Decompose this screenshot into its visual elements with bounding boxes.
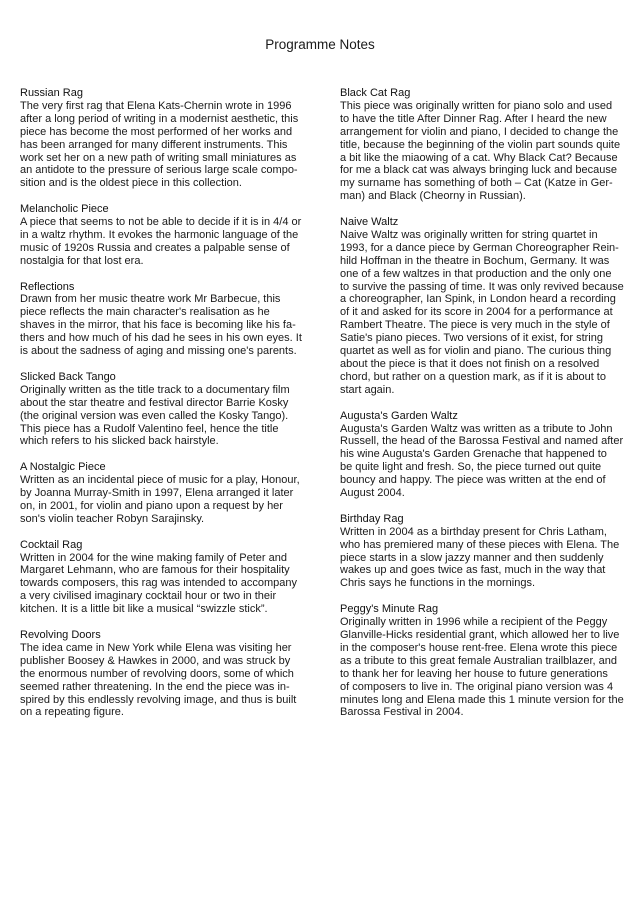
note-section [20, 203, 330, 268]
note-section [20, 87, 330, 190]
section-text: The very first rag that Elena Kats-Chernin wrote in 1996 after a long period of writing in a modernist aesthetic, this piece has become the most performed of her works and has been arranged for many different instruments. This work set her on a new path of writing small miniatures as an antidote to the pressure of serious large scale compo- sition and is the oldest piece in this collection. [20, 99, 299, 190]
section-text: Originally written in 1996 while a recipient of the Peggy Glanville-Hicks residential grant, which allowed her to live in the composer's house rent-free. Elena wrote this piece as a tribute to this great female Australian trailblazer, and to thank her for leaving her house to future generations of composers to live in. The original piano version was 4 minutes long and Elena made this 1 minute version for the Barossa Festival in 2004. [340, 616, 624, 719]
section-text: Written as an incidental piece of music for a play, Honour, by Joanna Murray-Smith in 1997, Elena arranged it later on, in 2001, for violin and piano upon a request by her son's violin teacher Robyn Sarajinsky. [20, 474, 300, 525]
section-heading: Slicked Back Tango [20, 370, 116, 383]
section-text: Written in 2004 for the wine making family of Peter and Margaret Lehmann, who are famous for their hospitality towards composers, this rag was intended to accompany a very civilised imaginary cocktail hour or two in their kitchen. It is a little bit like a musical “swizzle stick”. [20, 551, 297, 616]
section-text: Drawn from her music theatre work Mr Barbecue, this piece reflects the main character's realisation as he shaves in the mirror, that his face is becoming like his fa- thers and how much of his dad he sees in his own eyes. It is about the sadness of aging and missing one's parents. [20, 293, 302, 358]
section-text: Originally written as the title track to a documentary film about the star theatre and festival director Barrie Kosky (the original version was even called the Kosky Tango). This piece has a Rudolf Valentino feel, hence the title which refers to his slicked back hairstyle. [20, 383, 290, 448]
section-heading: Reflections [20, 280, 75, 293]
section-text: This piece was originally written for piano solo and used to have the title After Dinner Rag. After I heard the new arrangement for violin and piano, I decided to change the title, because the beginning of the violin part sounds quite a bit like the miaowing of a cat. Why Black Cat? Because for me a black cat was always bringing luck and because my surname has something of both – Cat (Katze in Ger- man) and Black (Cheorny in Russian). [340, 99, 621, 203]
note-section [340, 513, 640, 590]
note-section [20, 461, 330, 526]
section-heading: Russian Rag [20, 87, 83, 99]
note-section [340, 603, 640, 719]
section-heading: Birthday Rag [340, 512, 404, 525]
right-column [340, 87, 640, 732]
note-section [20, 629, 330, 719]
section-heading: Cocktail Rag [20, 538, 83, 551]
section-heading: Augusta's Garden Waltz [340, 409, 458, 422]
note-section [20, 281, 330, 358]
note-section [20, 371, 330, 448]
section-heading: Peggy's Minute Rag [340, 603, 439, 616]
left-column [20, 87, 330, 732]
page-title: Programme Notes [265, 37, 375, 52]
note-section [340, 87, 640, 203]
section-text: The idea came in New York while Elena was visiting her publisher Boosey & Hawkes in 2000, and was struck by the enormous number of revolving doors, some of which seemed rather threatening. In the end the piece was in- spired by this endlessly revolving image, and thus is built on a repeating figure. [20, 641, 297, 719]
section-text: Naive Waltz was originally written for string quartet in 1993, for a dance piece by German Choreographer Rein- hild Hoffman in the theatre in Bochum, Germany. It was one of a few waltzes in that production and the only one to survive the passing of time. It was only revived because a choreographer, Ian Spink, in London heard a recording of it and asked for its score in 2004 for a performance at Rambert Theatre. The piece is very much in the style of Satie's piano pieces. Two versions of it exist, for string quartet as well as for violin and piano. The curious thing about the piece is that it does not finish on a resolved chord, but rather on a question mark, as if it is about to start again. [340, 228, 624, 396]
note-section [20, 539, 330, 616]
note-section [340, 216, 640, 397]
section-heading: Naive Waltz [340, 216, 399, 229]
section-heading: Black Cat Rag [340, 87, 411, 99]
section-text: Written in 2004 as a birthday present for Chris Latham, who has premiered many of these pieces with Elena. The piece starts in a slow jazzy manner and then suddenly wakes up and goes twice as fast, much in the way that Chris says he functions in the mornings. [340, 525, 620, 590]
section-text: A piece that seems to not be able to decide if it is in 4/4 or in a waltz rhythm. It evokes the harmonic language of the music of 1920s Russia and creates a palpable sense of nostalgia for that lost era. [20, 216, 302, 267]
section-heading: Revolving Doors [20, 628, 101, 641]
note-section [340, 410, 640, 500]
section-heading: Melancholic Piece [20, 203, 109, 216]
section-text: Augusta's Garden Waltz was written as a tribute to John Russell, the head of the Barossa Festival and named after his wine Augusta's Garden Grenache that happened to be quite light and fresh. So, the piece turned out quite bouncy and happy. The piece was written at the end of August 2004. [340, 422, 624, 500]
section-heading: A Nostalgic Piece [20, 461, 106, 474]
